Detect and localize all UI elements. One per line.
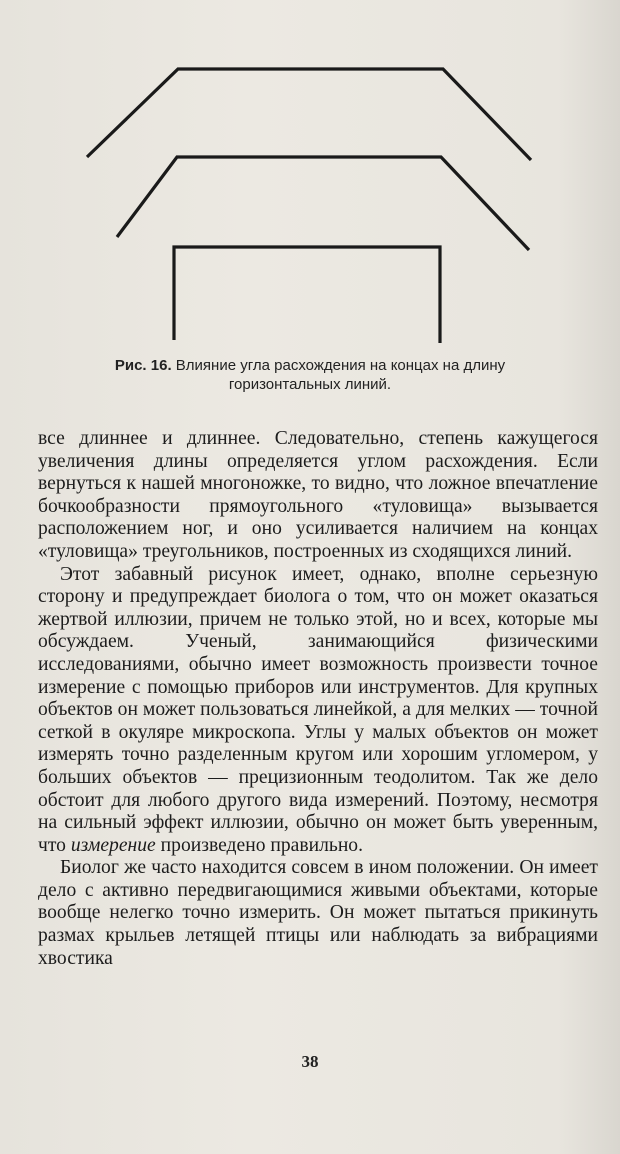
page-number: 38 (301, 1052, 319, 1071)
figure-line-bottom (174, 247, 440, 343)
figure-caption (60, 356, 560, 394)
body-text (38, 428, 598, 970)
paragraph-2-emphasis: измерение (70, 834, 156, 856)
figure-16 (0, 0, 620, 360)
paragraph-1: все длиннее и длиннее. Следовательно, степень кажущегося увеличения длины определяется углом расхождения. Если вернуться к нашей многоножке, то видно, что ложное впечатление бочкообразности прямоугольного «туловища» вызывается расположением ног, и оно усиливается наличием на концах «туловища» треугольников, построенных из сходящихся линий. (38, 428, 598, 562)
figure-label: Рис. 16. (114, 357, 172, 374)
paragraph-2-end: произведено правильно. (160, 834, 363, 856)
figure-drawing (0, 0, 620, 360)
figure-line-top (87, 69, 531, 160)
paragraph-3: Биолог же часто находится совсем в ином положении. Он имеет дело с активно передвигающимися живыми объектами, которые вообще нелегко точно измерить. Он может пытаться прикинуть размах крыльев летящей птицы или наблюдать за вибрациями хвостика (38, 857, 598, 969)
figure-line-middle (117, 157, 529, 250)
figure-caption-line2: горизонтальных линий. (228, 376, 392, 393)
paragraph-2-text: Этот забавный рисунок имеет, однако, вполне серьезную сторону и предупреждает биолога о том, что он может оказаться жертвой иллюзии, причем не только этой, но и всех, которые мы обсуждаем. Ученый, занимающийся физическими исследованиями, обычно имеет возможность произвести точное измерение с помощью приборов или инструментов. Для крупных объектов он может пользоваться линейкой, а для мелких — точной сеткой в окуляре микроскопа. Углы у малых объектов он может измерять точно разделенным кругом или хорошим угломером, у больших объектов — прецизионным теодолитом. Так же дело обстоит для любого другого вида измерений. Поэтому, несмотря на сильный эффект иллюзии, обычно он может быть уверенным, что (38, 563, 598, 856)
paragraph-2 (38, 564, 598, 858)
figure-caption-line1: Влияние угла расхождения на концах на длину (175, 357, 506, 374)
